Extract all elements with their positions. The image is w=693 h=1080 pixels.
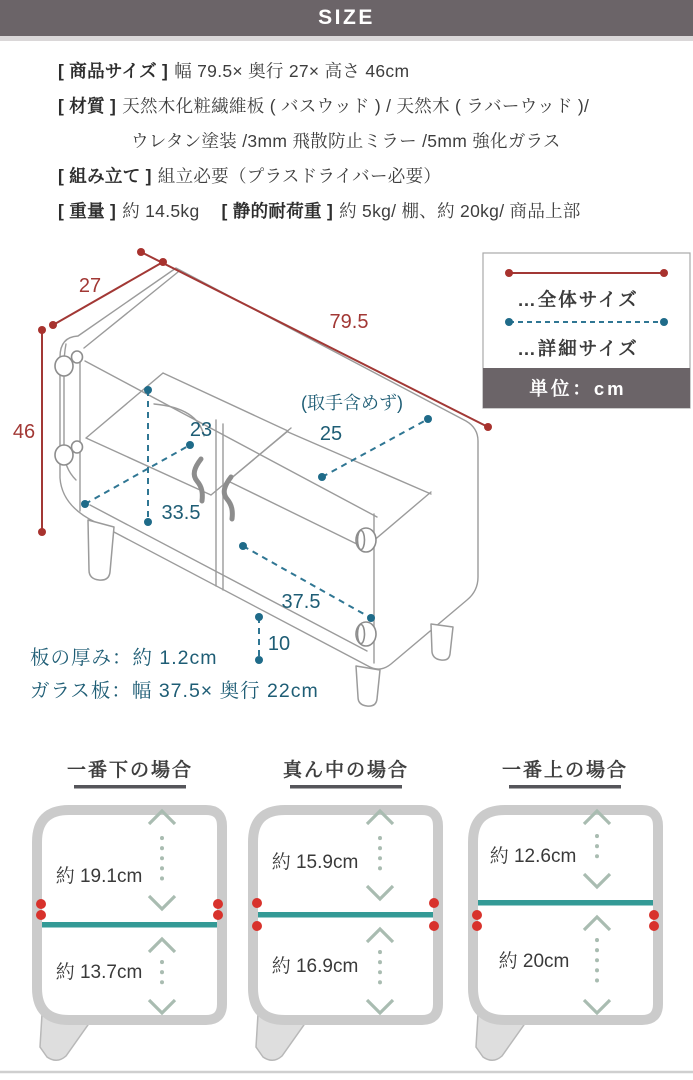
spec-load-value: 約 5kg/ 棚、約 20kg/ 商品上部 <box>339 201 581 221</box>
legend-detail-label: …詳細サイズ <box>517 338 639 359</box>
spec-weight-value: 約 14.5kg <box>122 201 200 221</box>
legend-overall-label: …全体サイズ <box>517 289 639 310</box>
dim-shelf-depth-label: 23 <box>189 419 213 441</box>
product-specs <box>58 41 685 229</box>
dim-right-opening-label: 37.5 <box>281 591 321 613</box>
shelf-bottom-title: 一番下の場合 <box>66 760 194 781</box>
cabinet-outline <box>37 810 222 1020</box>
spec-row-material <box>58 89 685 124</box>
shelf-middle-above-value: 約 15.9cm <box>271 852 359 873</box>
spec-material-label: [ 材質 ] <box>58 96 117 116</box>
spec-size-value: 幅 79.5× 奥行 27× 高さ 46cm <box>174 61 410 81</box>
spec-material-value2: ウレタン塗装 /3mm 飛散防止ミラー /5mm 強化ガラス <box>131 131 561 151</box>
shelf-top-above-value: 約 12.6cm <box>489 846 577 867</box>
spec-size-label: [ 商品サイズ ] <box>58 61 169 81</box>
size-header <box>0 0 693 41</box>
spec-weight-label: [ 重量 ] <box>58 201 117 221</box>
spec-material-value: 天然木化粧繊維板 ( バスウッド ) / 天然木 ( ラバーウッド )/ <box>122 96 590 116</box>
shelf-position-bottom <box>36 758 223 1060</box>
shelf-position-diagrams <box>0 740 693 1080</box>
spec-assembly-label: [ 組み立て ] <box>58 166 152 186</box>
shelf-top-below-value: 約 20cm <box>498 951 570 972</box>
dim-inner-height-label: 33.5 <box>161 502 201 524</box>
spec-load-label: [ 静的耐荷重 ] <box>221 201 334 221</box>
dim-top-depth-note: (取手含めず) <box>301 393 403 413</box>
glass-shelf <box>478 900 653 906</box>
dim-leg-height-label: 10 <box>267 633 291 655</box>
spec-row-assembly <box>58 159 685 194</box>
shelf-middle-title: 真ん中の場合 <box>282 760 410 781</box>
dim-depth-label: 27 <box>78 275 102 297</box>
shelf-middle-below-value: 約 16.9cm <box>271 956 359 977</box>
glass-shelf <box>42 922 217 928</box>
dim-height-label: 46 <box>12 421 36 443</box>
spec-row-material-2 <box>58 124 685 159</box>
isometric-size-diagram <box>0 240 693 740</box>
note-glass-board: ガラス板：幅 37.5× 奥行 22cm <box>30 680 319 702</box>
dim-top-depth-label: 25 <box>319 423 343 445</box>
unit-label: 単位：cm <box>529 378 627 399</box>
legend-box <box>483 253 690 408</box>
note-board-thickness: 板の厚み：約 1.2cm <box>30 647 218 669</box>
glass-shelf <box>258 912 433 918</box>
cabinet-outline <box>473 810 658 1020</box>
shelf-position-middle <box>252 758 439 1060</box>
cabinet-drawing <box>55 268 478 706</box>
dim-width-label: 79.5 <box>329 311 369 333</box>
shelf-bottom-above-value: 約 19.1cm <box>55 866 143 887</box>
shelf-bottom-below-value: 約 13.7cm <box>55 962 143 983</box>
spec-row-weight-load <box>58 194 685 229</box>
page-title: SIZE <box>318 6 375 29</box>
shelf-position-top <box>472 758 659 1060</box>
spec-assembly-value: 組立必要（プラスドライバー必要） <box>157 166 442 186</box>
shelf-top-title: 一番上の場合 <box>501 760 629 781</box>
spec-row-size <box>58 54 685 89</box>
